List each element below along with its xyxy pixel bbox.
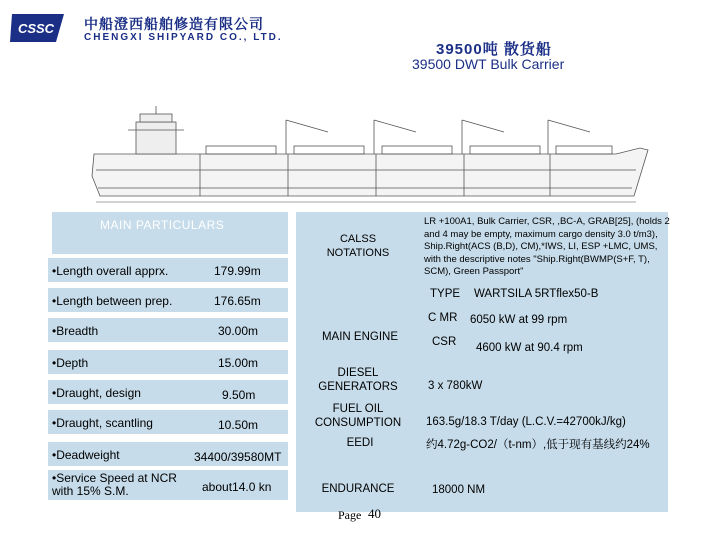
fuel-oil-consumption-label: FUEL OIL CONSUMPTION xyxy=(314,403,402,429)
type-label: TYPE xyxy=(430,288,461,300)
particular-value: 179.99m xyxy=(214,264,261,278)
eedi-label: EEDI xyxy=(346,437,374,449)
particular-value: 10.50m xyxy=(218,418,259,432)
particular-label: •Service Speed at NCR with 15% S.M. xyxy=(52,471,177,498)
particular-value: 15.00m xyxy=(218,356,259,370)
eedi-value: 约4.72g-CO2/（t-nm）,低于现有基线约24% xyxy=(426,439,650,451)
particular-value: 34400/39580MT xyxy=(194,450,282,464)
particular-value: 30.00m xyxy=(218,324,259,338)
class-notations-value: LR +100A1, Bulk Carrier, CSR, ,BC-A, GRAB[25], (holds 2 and 4 may be empty, maximum cargo density 3.0 t/m3), Ship.Right(ACS (B,D), CM),*IWS, LI, ESP +LMC, UMS, with the descriptive notes "Ship.Right(BWMP(S+F, T), SCM), Green Passport" xyxy=(424,216,670,277)
class-notations-label: CALSS NOTATIONS xyxy=(326,233,390,259)
diesel-generators-value: 3 x 780kW xyxy=(428,380,483,392)
endurance-value: 18000 NM xyxy=(432,484,486,496)
particular-label: •Depth xyxy=(52,356,89,370)
cmr-value: 6050 kW at 99 rpm xyxy=(470,314,568,326)
main-engine-label: MAIN ENGINE xyxy=(321,331,399,343)
company-name-en: CHENGXI SHIPYARD CO., LTD. xyxy=(84,32,283,43)
particular-label: •Draught, design xyxy=(52,386,141,400)
particular-label: •Breadth xyxy=(52,324,99,338)
particular-value: 176.65m xyxy=(214,294,261,308)
endurance-label: ENDURANCE xyxy=(321,483,395,495)
particular-label: •Length between prep. xyxy=(52,294,173,308)
logo-text: CSSC xyxy=(17,21,55,36)
cssc-logo xyxy=(8,12,68,44)
company-name-cn: 中船澄西船舶修造有限公司 xyxy=(84,16,264,32)
particular-label: •Deadweight xyxy=(52,448,120,462)
particular-label: •Draught, scantling xyxy=(52,416,153,430)
csr-value: 4600 kW at 90.4 rpm xyxy=(476,342,583,354)
cmr-label: C MR xyxy=(428,312,458,324)
page-title-cn: 39500吨 散货船 xyxy=(436,41,552,58)
csr-label: CSR xyxy=(432,336,457,348)
particular-label: •Length overall apprx. xyxy=(52,264,169,278)
page-label: Page xyxy=(338,508,362,522)
page-number: 40 xyxy=(368,506,381,521)
ship-profile-drawing xyxy=(36,104,676,208)
particular-value: about14.0 kn xyxy=(202,480,272,494)
particular-value: 9.50m xyxy=(222,388,256,402)
type-value: WARTSILA 5RTflex50-B xyxy=(474,288,599,300)
page-title-en: 39500 DWT Bulk Carrier xyxy=(412,56,565,72)
main-particulars-title: MAIN PARTICULARS xyxy=(100,218,225,232)
fuel-oil-consumption-value: 163.5g/18.3 T/day (L.C.V.=42700kJ/kg) xyxy=(426,416,626,428)
diesel-generators-label: DIESEL GENERATORS xyxy=(318,367,398,393)
